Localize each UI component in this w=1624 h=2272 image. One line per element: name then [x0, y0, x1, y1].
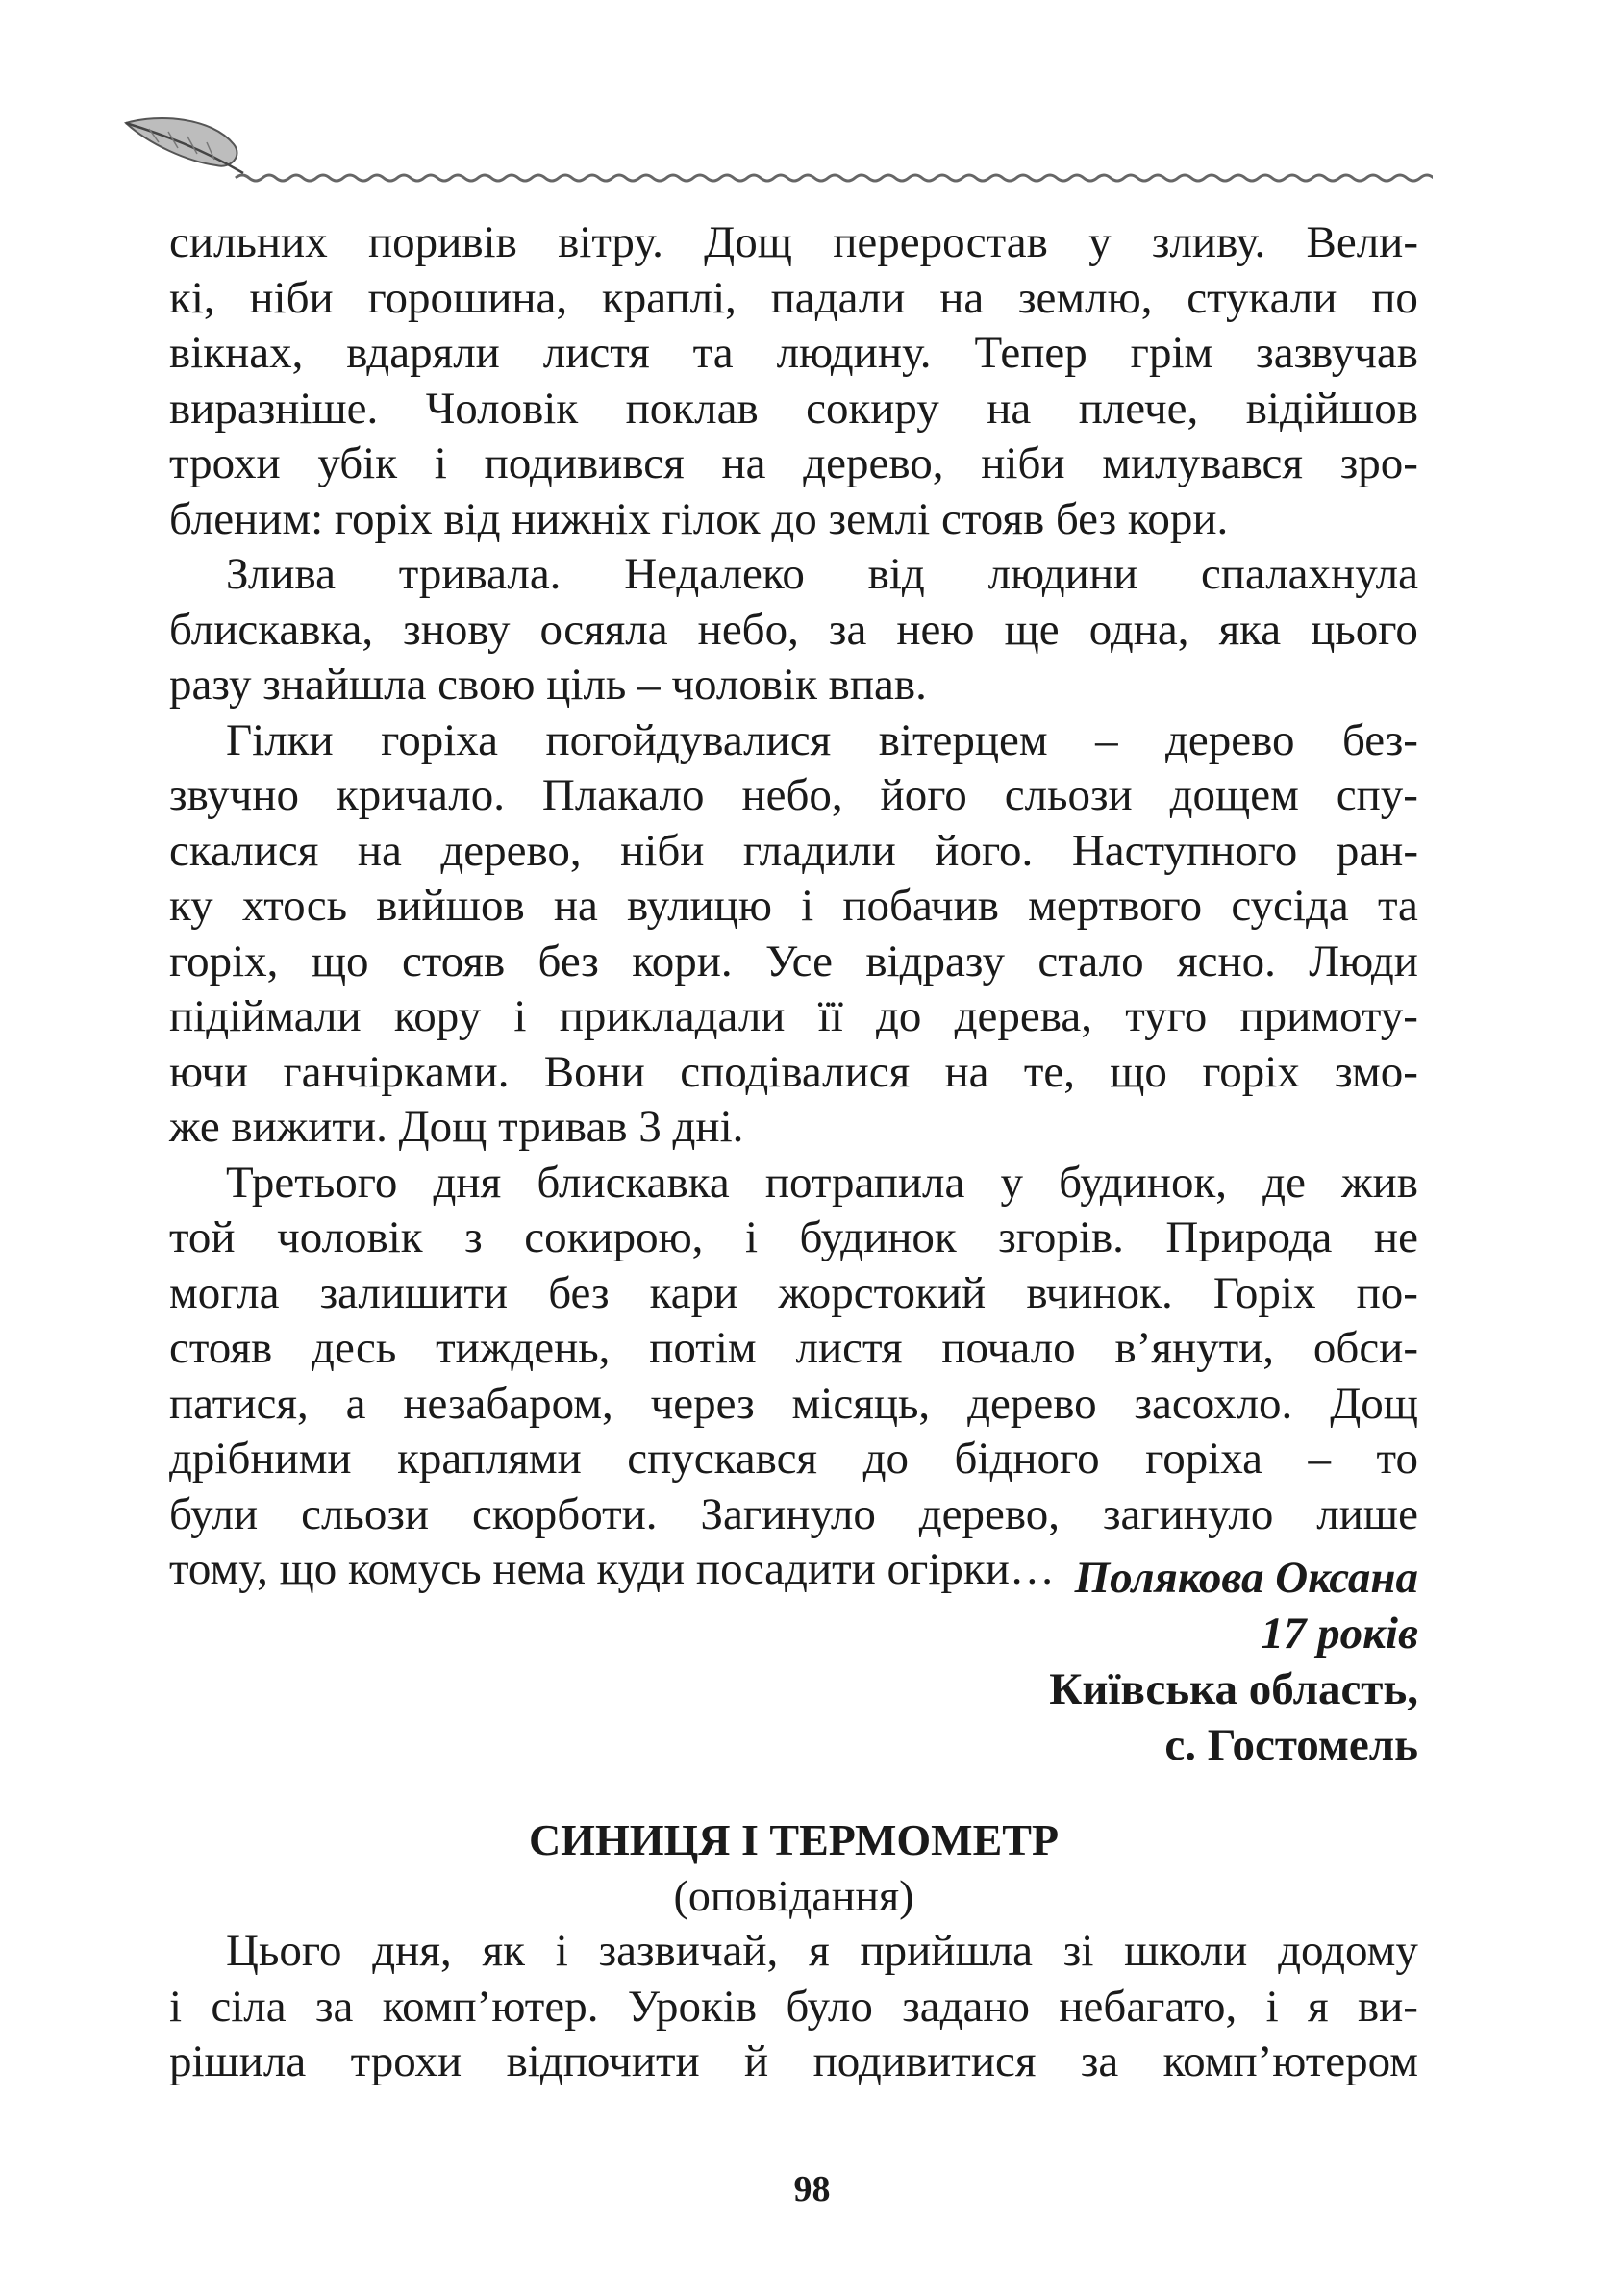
- text-line: вікнах, вдаряли листя та людину. Тепер грім зазвучав: [169, 328, 1418, 378]
- text-line: ку хтось вийшов на вулицю і побачив мертвого сусіда та: [169, 881, 1418, 931]
- feather-quill-icon: [126, 118, 243, 173]
- text-line: підіймали кору і прикладали її до дерева, туго примоту-: [169, 991, 1418, 1041]
- author-signature: [1049, 1550, 1418, 1773]
- text-line: ючи ганчірками. Вони сподівалися на те, що горіх змо-: [169, 1046, 1418, 1097]
- paragraph: [169, 215, 1418, 547]
- paragraph: [169, 1156, 1418, 1598]
- text-line: бленим: горіх від нижніх гілок до землі стояв без кори.: [169, 493, 1229, 544]
- text-line: і сіла за комп’ютер. Уроків було задано небагато, і я ви-: [169, 1981, 1418, 2032]
- paragraph: [169, 713, 1418, 1156]
- text-line: виразніше. Чоловік поклав сокиру на плече, відійшов: [169, 383, 1418, 434]
- text-line: тому, що комусь нема куди посадити огірки…: [169, 1544, 1055, 1594]
- text-line: дрібними краплями спускався до бідного горіха – то: [169, 1434, 1418, 1484]
- paragraph: [169, 547, 1418, 713]
- text-line: горіх, що стояв без кори. Усе відразу стало ясно. Люди: [169, 936, 1418, 986]
- text-line: могла залишити без кари жорстокий вчинок. Горіх по-: [169, 1267, 1418, 1318]
- page-number: 98: [793, 2169, 831, 2210]
- text-line: Третього дня блискавка потрапила у будинок, де жив: [226, 1157, 1418, 1208]
- text-line: той чоловік з сокирою, і будинок згорів. Природа не: [169, 1212, 1418, 1262]
- text-line: разу знайшла свою ціль – чоловік впав.: [169, 660, 927, 710]
- text-line: патися, а незабаром, через місяць, дерево засохло. Дощ: [169, 1378, 1418, 1429]
- text-line: звучно кричало. Плакало небо, його сльози дощем спу-: [169, 770, 1418, 820]
- text-line: трохи убік і подивився на дерево, ніби милувався зро-: [169, 438, 1418, 488]
- text-line: Злива тривала. Недалеко від людини спалахнула: [226, 549, 1418, 599]
- text-line: кі, ніби горошина, краплі, падали на землю, стукали по: [169, 272, 1418, 323]
- text-line: Цього дня, як і зазвичай, я прийшла зі школи додому: [226, 1926, 1418, 1976]
- story-title: СИНИЦЯ І ТЕРМОМЕТР: [528, 1815, 1060, 1864]
- text-line: стояв десь тиждень, потім листя почало в’янути, обси-: [169, 1323, 1418, 1373]
- author-village: с. Гостомель: [1164, 1720, 1418, 1770]
- story-beginning: [169, 1924, 1418, 2090]
- story-heading: [169, 1812, 1418, 1924]
- header-ornament: [120, 106, 1433, 202]
- text-line: скалися на дерево, ніби гладили його. Наступного ран-: [169, 825, 1418, 876]
- text-line: рішила трохи відпочити й подивитися за комп’ютером: [169, 2036, 1418, 2086]
- author-name: Полякова Оксана: [1074, 1553, 1418, 1603]
- story-continuation: [169, 215, 1418, 1598]
- paragraph: [169, 1924, 1418, 2090]
- wavy-line-divider: [236, 175, 1433, 181]
- text-line: же вижити. Дощ тривав 3 дні.: [169, 1102, 744, 1152]
- story-genre: (оповідання): [673, 1871, 914, 1920]
- text-line: Гілки горіха погойдувалися вітерцем – дерево без-: [226, 714, 1418, 765]
- author-age: 17 років: [1261, 1609, 1418, 1659]
- text-line: сильних поривів вітру. Дощ переростав у зливу. Вели-: [169, 217, 1418, 267]
- text-line: були сльози скорботи. Загинуло дерево, загинуло лише: [169, 1488, 1418, 1539]
- text-line: блискавка, знову осяяла небо, за нею ще одна, яка цього: [169, 604, 1418, 655]
- author-region: Київська область,: [1049, 1664, 1418, 1714]
